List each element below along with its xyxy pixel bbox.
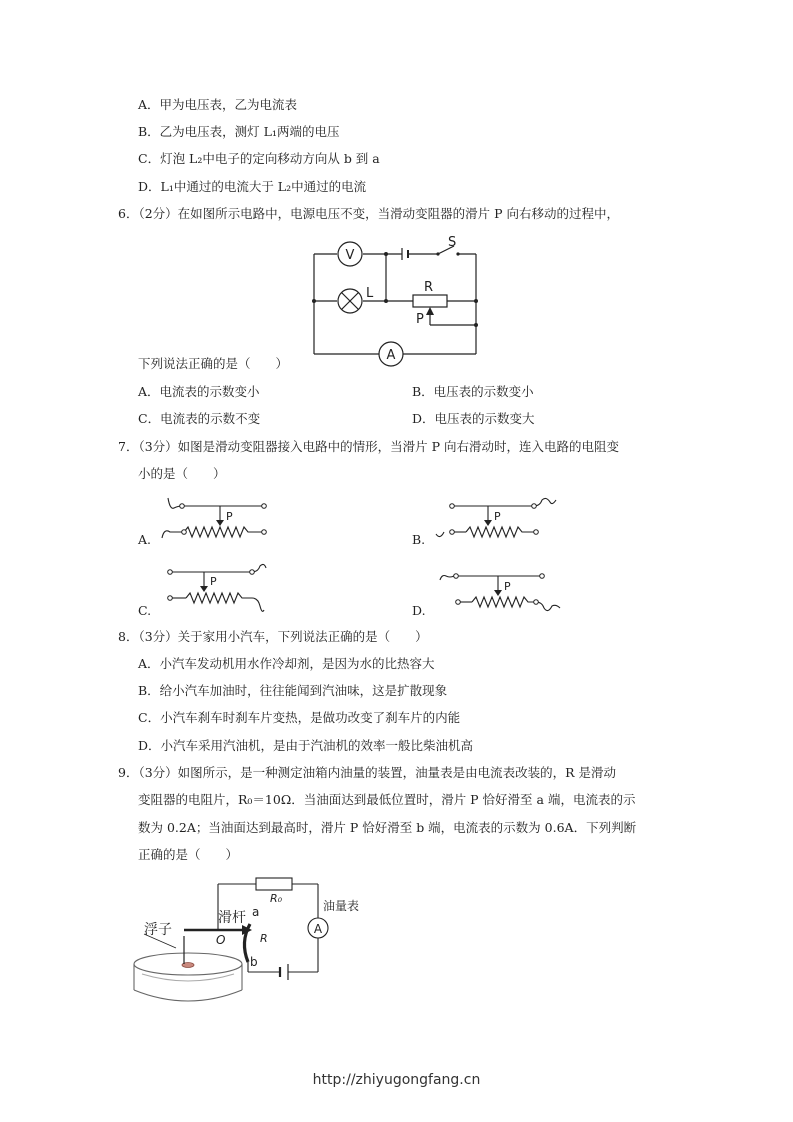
q5-option-c: C．灯泡 L₂中电子的定向移动方向从 b 到 a [138, 151, 380, 166]
q9-float-label: 浮子 [144, 922, 172, 938]
q9-a-end-label: a [252, 905, 260, 919]
q9-oil-gauge-diagram [130, 870, 370, 1008]
q8-option-b: B．给小汽车加油时，往往能闻到汽油味，这是扩散现象 [138, 683, 448, 698]
q8-option-d: D．小汽车采用汽油机，是由于汽油机的效率一般比柴油机高 [138, 738, 474, 753]
q6-stem-continued: 下列说法正确的是（ ） [138, 356, 289, 371]
q7-label-c: C. [138, 603, 152, 618]
q7-figure-c [160, 560, 280, 616]
q8-option-a: A．小汽车发动机用水作冷却剂，是因为水的比热容大 [138, 656, 435, 671]
q7-label-a: A. [138, 532, 152, 547]
q7-figure-d [436, 566, 566, 618]
q7-a-slider-label: P [226, 510, 233, 523]
q6-voltmeter-label: V [345, 248, 355, 263]
q6-option-b: B．电压表的示数变小 [412, 384, 534, 399]
q7-b-slider-label: P [494, 510, 501, 523]
q7-label-d: D. [412, 603, 426, 618]
q7-figure-a [160, 494, 280, 544]
q9-stem-line-4: 正确的是（ ） [138, 847, 239, 862]
q5-option-d: D．L₁中通过的电流大于 L₂中通过的电流 [138, 179, 367, 194]
q6-option-d: D．电压表的示数变大 [412, 411, 535, 426]
q9-r0-label: R₀ [270, 892, 283, 905]
q9-ammeter-label: A [313, 922, 323, 936]
q9-stem-line-1: 9．（3分）如图所示，是一种测定油箱内油量的装置，油量表是由电流表改装的，R 是滑动 [118, 765, 617, 780]
q6-stem: 6．（2分）在如图所示电路中，电源电压不变，当滑动变阻器的滑片 P 向右移动的过程中， [118, 206, 620, 221]
q7-figure-b [430, 494, 560, 544]
q6-circuit-diagram [300, 230, 490, 365]
q6-switch-label: S [448, 235, 457, 250]
q9-stem-line-3: 数为 0.2A；当油面达到最高时，滑片 P 恰好滑至 b 端，电流表的示数为 0.6A．下列判断 [138, 820, 637, 835]
q9-lever-label: 滑杆 [218, 910, 246, 926]
q9-stem-line-2: 变阻器的电阻片，R₀＝10Ω．当油面达到最低位置时，滑片 P 恰好滑至 a 端，电流表的示 [138, 792, 636, 807]
q7-d-slider-label: P [504, 580, 511, 593]
q6-lamp-label: L [366, 286, 374, 301]
q9-pivot-label: O [216, 933, 226, 947]
q8-stem: 8．（3分）关于家用小汽车，下列说法正确的是（ ） [118, 629, 428, 644]
q5-option-b: B．乙为电压表，测灯 L₁两端的电压 [138, 124, 340, 139]
q6-option-c: C．电流表的示数不变 [138, 411, 261, 426]
q9-meter-label: 油量表 [323, 899, 360, 913]
q7-stem: 7．（3分）如图是滑动变阻器接入电路中的情形，当滑片 P 向右滑动时，连入电路的电阻变 [118, 439, 620, 454]
q7-label-b: B. [412, 532, 426, 547]
q9-b-end-label: b [250, 955, 258, 969]
q7-c-slider-label: P [210, 575, 217, 588]
q6-rheostat-label: R [424, 280, 434, 295]
q8-option-c: C．小汽车刹车时刹车片变热，是做功改变了刹车片的内能 [138, 710, 461, 725]
q5-option-a: A．甲为电压表，乙为电流表 [138, 97, 298, 112]
q6-slider-label: P [416, 312, 424, 327]
q6-ammeter-label: A [386, 348, 396, 363]
footer-url: http://zhiyugongfang.cn [312, 1072, 481, 1088]
q6-option-a: A．电流表的示数变小 [138, 384, 260, 399]
q9-resistor-label: R [260, 932, 268, 945]
q7-stem-continued: 小的是（ ） [138, 466, 226, 481]
